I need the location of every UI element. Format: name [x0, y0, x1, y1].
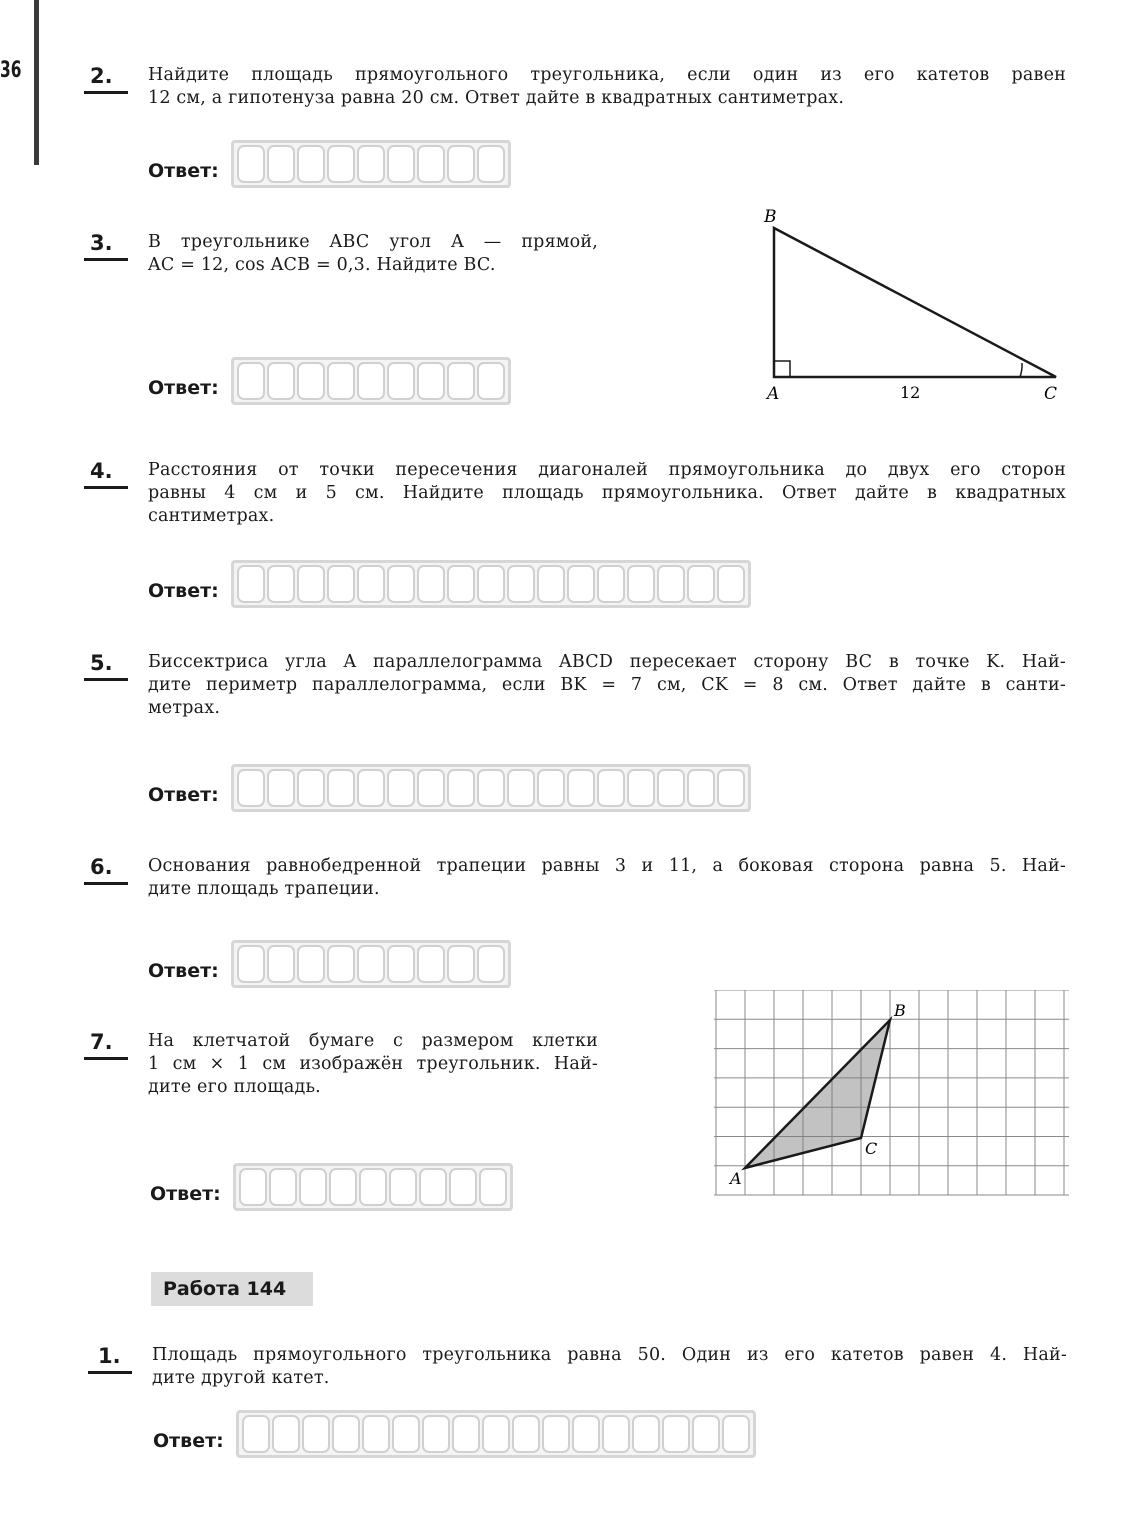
- answer-cell[interactable]: [357, 945, 385, 983]
- answer-cell[interactable]: [297, 945, 325, 983]
- answer-cell[interactable]: [297, 145, 325, 183]
- task-number-underline: [84, 486, 128, 489]
- answer-cell[interactable]: [237, 769, 265, 807]
- answer-cell[interactable]: [329, 1168, 357, 1206]
- answer-label: Ответ:: [148, 960, 219, 982]
- vertex-label-b: B: [894, 1001, 906, 1020]
- task-text-line: 12 см, а гипотенуза равна 20 см. Ответ дайте в квадратных сантиметрах.: [148, 88, 845, 108]
- answer-cell[interactable]: [387, 769, 415, 807]
- answer-field[interactable]: [231, 140, 511, 188]
- answer-cell[interactable]: [477, 362, 505, 400]
- task-text-line: дите другой катет.: [152, 1368, 330, 1388]
- answer-cell[interactable]: [387, 145, 415, 183]
- answer-cell[interactable]: [239, 1168, 267, 1206]
- answer-row-2: [148, 140, 511, 182]
- page-number: 36: [0, 58, 22, 83]
- answer-cell[interactable]: [267, 145, 295, 183]
- answer-cell[interactable]: [327, 565, 355, 603]
- answer-cell[interactable]: [452, 1415, 480, 1453]
- triangle-abc: [774, 228, 1056, 377]
- answer-cell[interactable]: [507, 769, 535, 807]
- answer-row-5: [148, 764, 751, 806]
- grid-triangle-figure: [714, 990, 1074, 1202]
- answer-cell[interactable]: [332, 1415, 360, 1453]
- answer-cell[interactable]: [389, 1168, 417, 1206]
- answer-field[interactable]: [231, 560, 751, 608]
- task-text: [152, 1344, 1067, 1390]
- answer-cell[interactable]: [597, 769, 625, 807]
- answer-cell[interactable]: [272, 1415, 300, 1453]
- task-text-line: Биссектриса угла A параллелограмма ABCD пересекает сторону BC в точке K. Най-: [148, 652, 1066, 672]
- task-text-line: На клетчатой бумаге с размером клетки: [148, 1031, 598, 1051]
- answer-cell[interactable]: [477, 769, 505, 807]
- answer-cell[interactable]: [662, 1415, 690, 1453]
- answer-cell[interactable]: [237, 362, 265, 400]
- answer-cell[interactable]: [297, 769, 325, 807]
- right-angle-mark: [774, 361, 790, 377]
- task-text-line: сантиметрах.: [148, 506, 275, 526]
- answer-cell[interactable]: [717, 769, 745, 807]
- answer-cell[interactable]: [507, 565, 535, 603]
- answer-label: Ответ:: [148, 160, 219, 182]
- answer-row-4: [148, 560, 751, 602]
- answer-field[interactable]: [231, 764, 751, 812]
- page-edge-bar: [34, 0, 39, 165]
- task-text-line: дите площадь трапеции.: [148, 879, 380, 899]
- task-text-line: дите его площадь.: [148, 1077, 321, 1097]
- answer-cell[interactable]: [482, 1415, 510, 1453]
- task-number-underline: [84, 91, 128, 94]
- answer-label: Ответ:: [153, 1430, 224, 1452]
- task-text-line: В треугольнике ABC угол A — прямой,: [148, 232, 598, 252]
- answer-label: Ответ:: [148, 377, 219, 399]
- answer-cell[interactable]: [537, 565, 565, 603]
- answer-cell[interactable]: [237, 945, 265, 983]
- answer-cell[interactable]: [722, 1415, 750, 1453]
- answer-cell[interactable]: [362, 1415, 390, 1453]
- answer-cell[interactable]: [267, 769, 295, 807]
- answer-cell[interactable]: [422, 1415, 450, 1453]
- answer-cell[interactable]: [542, 1415, 570, 1453]
- vertex-label-b: B: [764, 207, 777, 227]
- task-text-line: Найдите площадь прямоугольного треугольника, если один из его катетов равен: [148, 65, 1066, 85]
- answer-cell[interactable]: [417, 362, 445, 400]
- answer-cell[interactable]: [297, 362, 325, 400]
- task-number: 6.: [90, 855, 113, 879]
- answer-cell[interactable]: [717, 565, 745, 603]
- answer-label: Ответ:: [148, 580, 219, 602]
- task-number: 2.: [90, 64, 113, 88]
- task-number: 5.: [90, 651, 113, 675]
- vertex-label-a: A: [767, 384, 780, 404]
- task-text: [148, 231, 598, 277]
- answer-label: Ответ:: [148, 784, 219, 806]
- task-text-line: дите периметр параллелограмма, если BK = 7 см, CK = 8 см. Ответ дайте в санти-: [148, 675, 1066, 695]
- answer-cell[interactable]: [387, 945, 415, 983]
- answer-cell[interactable]: [419, 1168, 447, 1206]
- task-text-line: AC = 12, cos ACB = 0,3. Найдите BC.: [148, 255, 496, 275]
- task-number: 1.: [98, 1344, 121, 1368]
- answer-cell[interactable]: [447, 362, 475, 400]
- task-text: [148, 855, 1066, 901]
- answer-cell[interactable]: [299, 1168, 327, 1206]
- answer-label: Ответ:: [150, 1183, 221, 1205]
- answer-cell[interactable]: [417, 145, 445, 183]
- answer-cell[interactable]: [657, 769, 685, 807]
- task-number-underline: [84, 258, 128, 261]
- task-text-line: равны 4 см и 5 см. Найдите площадь прямоугольника. Ответ дайте в квадратных: [148, 483, 1066, 503]
- task-text-line: 1 см × 1 см изображён треугольник. Най-: [148, 1054, 598, 1074]
- answer-row-3: [148, 357, 511, 399]
- answer-cell[interactable]: [597, 565, 625, 603]
- answer-field[interactable]: [231, 940, 511, 988]
- answer-cell[interactable]: [242, 1415, 270, 1453]
- answer-cell[interactable]: [357, 565, 385, 603]
- task-number: 3.: [90, 231, 113, 255]
- answer-cell[interactable]: [447, 565, 475, 603]
- answer-cell[interactable]: [417, 769, 445, 807]
- side-label-ac: 12: [900, 383, 921, 402]
- answer-cell[interactable]: [657, 565, 685, 603]
- answer-row-section-1: [153, 1410, 756, 1452]
- answer-cell[interactable]: [447, 945, 475, 983]
- answer-field[interactable]: [233, 1163, 513, 1211]
- answer-cell[interactable]: [327, 769, 355, 807]
- answer-cell[interactable]: [572, 1415, 600, 1453]
- task-number-underline: [84, 882, 128, 885]
- right-triangle-figure: [750, 200, 1080, 410]
- answer-cell[interactable]: [512, 1415, 540, 1453]
- answer-field[interactable]: [236, 1410, 756, 1458]
- answer-cell[interactable]: [449, 1168, 477, 1206]
- vertex-label-a: A: [730, 1169, 742, 1188]
- answer-field[interactable]: [231, 357, 511, 405]
- task-text-line: Площадь прямоугольного треугольника равна 50. Один из его катетов равен 4. Най-: [152, 1345, 1067, 1365]
- answer-cell[interactable]: [357, 145, 385, 183]
- angle-c-arc: [1020, 363, 1022, 377]
- answer-row-6: [148, 940, 511, 982]
- task-text-line: Расстояния от точки пересечения диагоналей прямоугольника до двух его сторон: [148, 460, 1066, 480]
- answer-cell[interactable]: [392, 1415, 420, 1453]
- task-number-underline: [88, 1371, 132, 1374]
- answer-cell[interactable]: [477, 945, 505, 983]
- section-heading: Работа 144: [151, 1272, 313, 1306]
- answer-cell[interactable]: [267, 362, 295, 400]
- vertex-label-c: C: [865, 1139, 878, 1158]
- answer-cell[interactable]: [477, 565, 505, 603]
- answer-cell[interactable]: [327, 945, 355, 983]
- answer-cell[interactable]: [387, 362, 415, 400]
- answer-cell[interactable]: [692, 1415, 720, 1453]
- answer-cell[interactable]: [477, 145, 505, 183]
- grid-paper: [714, 990, 1069, 1195]
- task-text-line: Основания равнобедренной трапеции равны 3 и 11, а боковая сторона равна 5. Най-: [148, 856, 1066, 876]
- task-number: 7.: [90, 1030, 113, 1054]
- answer-cell[interactable]: [687, 769, 715, 807]
- task-text-line: метрах.: [148, 698, 221, 718]
- task-number: 4.: [90, 459, 113, 483]
- answer-cell[interactable]: [567, 565, 595, 603]
- answer-cell[interactable]: [267, 945, 295, 983]
- task-text: [148, 459, 1066, 528]
- answer-cell[interactable]: [359, 1168, 387, 1206]
- vertex-label-c: C: [1044, 384, 1058, 404]
- answer-cell[interactable]: [357, 769, 385, 807]
- answer-cell[interactable]: [327, 362, 355, 400]
- task-number-underline: [84, 678, 128, 681]
- answer-cell[interactable]: [537, 769, 565, 807]
- answer-cell[interactable]: [269, 1168, 297, 1206]
- answer-cell[interactable]: [479, 1168, 507, 1206]
- task-number-underline: [84, 1057, 128, 1060]
- answer-cell[interactable]: [297, 565, 325, 603]
- answer-cell[interactable]: [447, 145, 475, 183]
- answer-cell[interactable]: [417, 565, 445, 603]
- answer-cell[interactable]: [327, 145, 355, 183]
- answer-row-7: [150, 1163, 513, 1205]
- answer-cell[interactable]: [357, 362, 385, 400]
- task-text: [148, 651, 1066, 720]
- answer-cell[interactable]: [632, 1415, 660, 1453]
- task-text: [148, 1030, 598, 1099]
- answer-cell[interactable]: [567, 769, 595, 807]
- answer-cell[interactable]: [237, 565, 265, 603]
- answer-cell[interactable]: [237, 145, 265, 183]
- answer-cell[interactable]: [687, 565, 715, 603]
- answer-cell[interactable]: [387, 565, 415, 603]
- answer-cell[interactable]: [602, 1415, 630, 1453]
- answer-cell[interactable]: [627, 565, 655, 603]
- answer-cell[interactable]: [417, 945, 445, 983]
- task-text: [148, 64, 1066, 110]
- answer-cell[interactable]: [267, 565, 295, 603]
- answer-cell[interactable]: [627, 769, 655, 807]
- answer-cell[interactable]: [447, 769, 475, 807]
- answer-cell[interactable]: [302, 1415, 330, 1453]
